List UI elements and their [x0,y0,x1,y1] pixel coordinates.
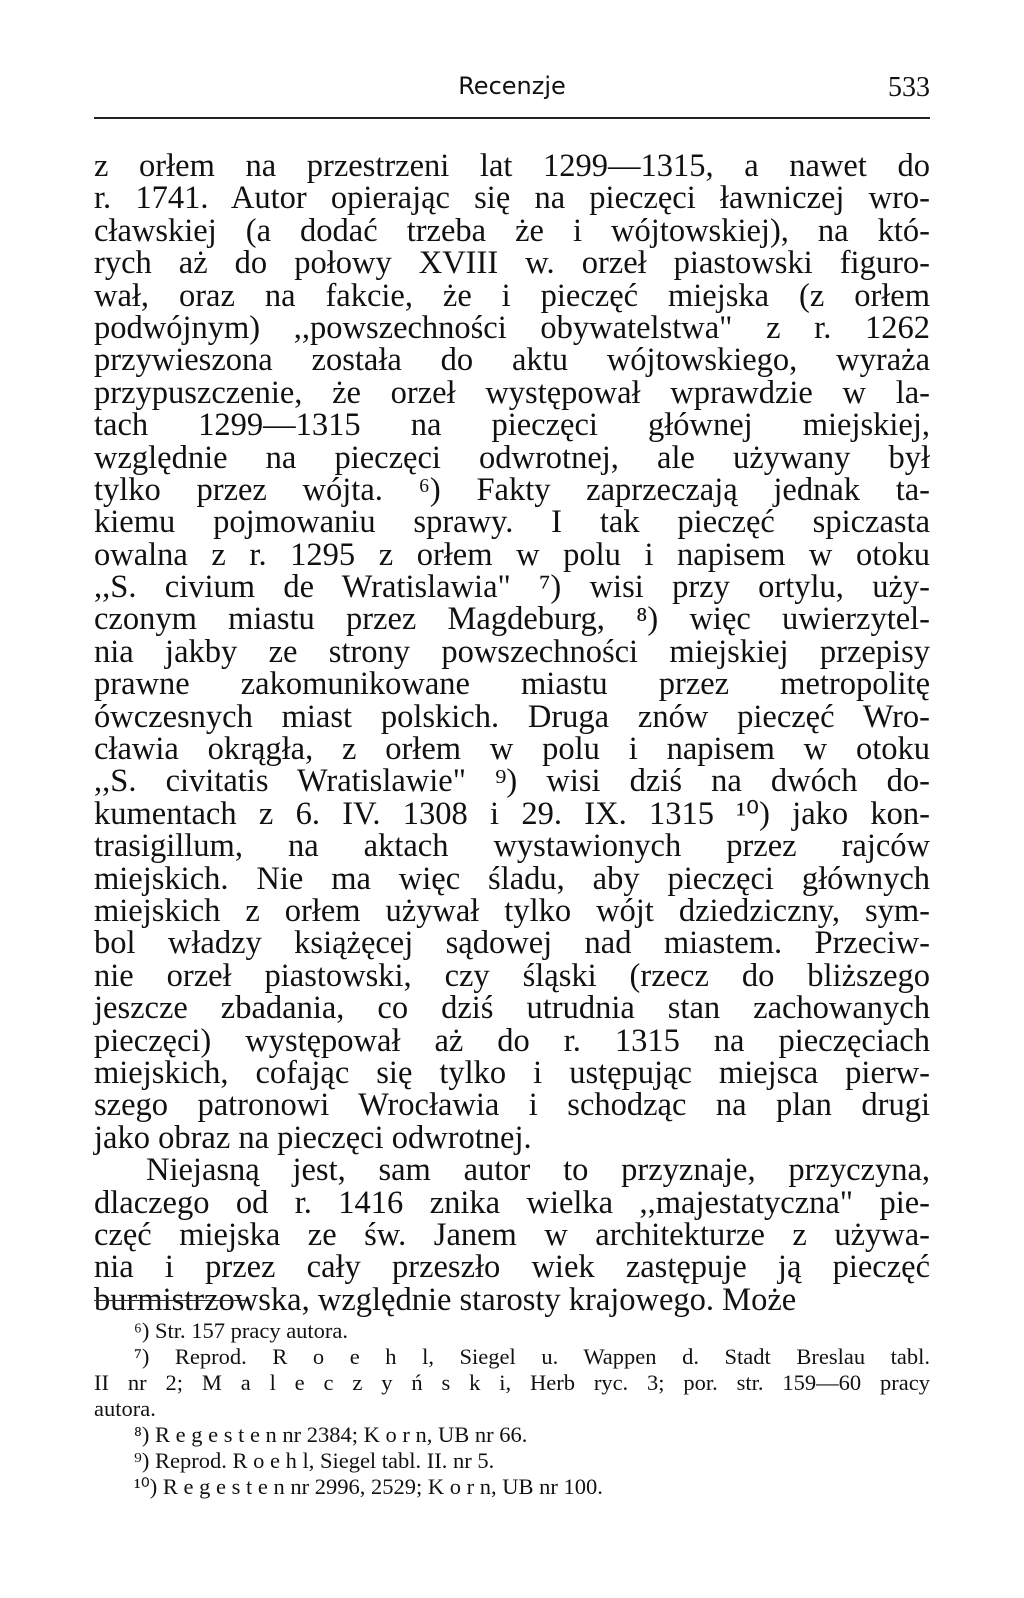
footnote-separator [94,1300,246,1301]
header-rule [94,117,930,119]
text-line: cławskiej (a dodać trzeba że i wójtowskiej), na któ- [94,212,930,249]
text-line: przypuszczenie, że orzeł występował wprawdzie w la- [94,374,930,411]
text-line: bol władzy książęcej sądowej nad miastem. Przeciw- [94,925,930,962]
text-line: prawne zakomunikowane miastu przez metropolitę [94,666,930,703]
text-line: przywieszona została do aktu wójtowskiego, wyraża [94,342,930,379]
text-line: cławia okrągła, z orłem w polu i napisem w otoku [94,731,930,768]
text-line: tylko przez wójta. ⁶) Fakty zaprzeczają jednak ta- [94,471,930,508]
footnote-line: II nr 2; M a l e c z y ń s k i, Herb ryc. 3; por. str. 159—60 pracy [94,1370,930,1395]
text-line: jako obraz na pieczęci odwrotnej. [94,1119,532,1156]
text-line: tach 1299—1315 na pieczęci głównej miejskiej, [94,407,930,444]
text-line: miejskich z orłem używał tylko wójt dziedziczny, sym- [94,892,930,929]
text-line: rych aż do połowy XVIII w. orzeł piastowski figuro- [94,245,930,282]
text-line: ówczesnych miast polskich. Druga znów pieczęć Wro- [94,698,930,735]
page-number: 533 [888,72,930,103]
text-line: owalna z r. 1295 z orłem w polu i napisem w otoku [94,536,930,573]
text-line: częć miejska ze św. Janem w architekturze z używa- [94,1216,930,1253]
text-line: względnie na pieczęci odwrotnej, ale używany był [94,439,930,476]
text-line: burmistrzowska, względnie starosty krajowego. Może [94,1281,797,1318]
text-line: kumentach z 6. IV. 1308 i 29. IX. 1315 ¹⁰) jako kon- [94,795,930,832]
text-line: miejskich, cofając się tylko i ustępując miejsca pierw- [94,1054,930,1091]
text-line: z orłem na przestrzeni lat 1299—1315, a nawet do [94,148,930,184]
footnote-line: ⁷) Reprod. R o e h l, Siegel u. Wappen d. Stadt Breslau tabl. [134,1344,930,1369]
text-line: r. 1741. Autor opierając się na pieczęci ławniczej wro- [94,180,930,217]
text-line: miejskich. Nie ma więc śladu, aby pieczęci głównych [94,860,930,897]
text-line: nie orzeł piastowski, czy śląski (rzecz do bliższego [94,957,930,994]
footnote-line: ⁹) Reprod. R o e h l, Siegel tabl. II. nr 5. [134,1448,495,1473]
footnotes [94,1318,930,1500]
footnote-line: ⁸) R e g e s t e n nr 2384; K o r n, UB nr 66. [134,1422,528,1447]
text-line: dlaczego od r. 1416 znika wielka ,,majestatyczna" pie- [94,1184,930,1221]
running-header [94,72,930,106]
text-line: podwójnym) ,,powszechności obywatelstwa" z r. 1262 [94,309,930,346]
header-title: Recenzje [458,72,566,100]
footnote-line: ¹⁰) R e g e s t e n nr 2996, 2529; K o r n, UB nr 100. [134,1474,603,1499]
text-line: wał, oraz na fakcie, że i pieczęć miejska (z orłem [94,277,930,314]
text-line: Niejasną jest, sam autor to przyznaje, przyczyna, [146,1152,930,1189]
text-line: nia i przez cały przeszło wiek zastępuje ją pieczęć [94,1249,930,1286]
text-line: trasigillum, na aktach wystawionych przez rajców [94,828,930,865]
main-text [94,150,930,1316]
footnote-line: autora. [94,1396,156,1421]
text-line: ,,S. civitatis Wratislawie" ⁹) wisi dziś na dwóch do- [94,763,930,800]
text-line: czonym miastu przez Magdeburg, ⁸) więc uwierzytel- [94,601,930,638]
text-line: pieczęci) występował aż do r. 1315 na pieczęciach [94,1022,930,1059]
text-line: jeszcze zbadania, co dziś utrudnia stan zachowanych [94,990,930,1027]
footnote-line: ⁶) Str. 157 pracy autora. [134,1318,349,1343]
text-line: ,,S. civium de Wratislawia" ⁷) wisi przy ortylu, uży- [94,569,930,606]
text-line: szego patronowi Wrocławia i schodząc na plan drugi [94,1087,930,1124]
text-line: nia jakby ze strony powszechności miejskiej przepisy [94,633,930,670]
text-line: kiemu pojmowaniu sprawy. I tak pieczęć spiczasta [94,504,930,541]
